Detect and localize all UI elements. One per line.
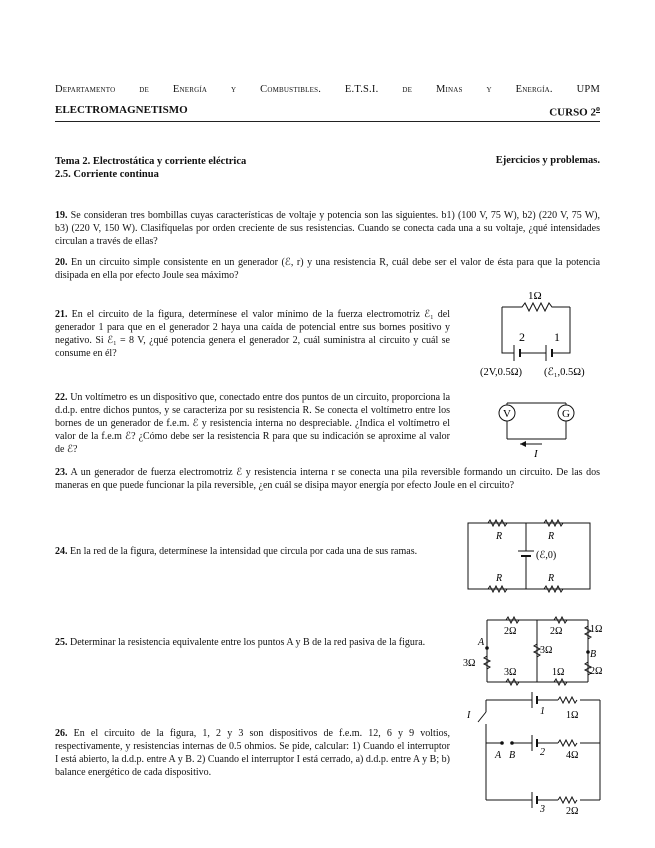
topic-title: Tema 2. Electrostática y corriente eléctrica: [55, 156, 247, 167]
figure-25-circuit: [462, 612, 602, 687]
fig21-gen2-params: (2V,0.5Ω): [480, 367, 523, 378]
course-name: ELECTROMAGNETISMO: [55, 104, 188, 116]
header-word: de: [139, 84, 149, 95]
current-arrow-icon: [520, 441, 526, 447]
problem-25: 25. Determinar la resistencia equivalente entre los puntos A y B de la red pasiva de la figura.: [55, 637, 426, 648]
figure-21-circuit: [470, 285, 600, 380]
fig26-r3: 2Ω: [566, 806, 579, 817]
header-word: E.T.S.I.: [344, 84, 379, 95]
fig22-voltmeter: V: [503, 408, 511, 420]
figure-26-circuit: [462, 690, 607, 820]
fig26-gen2: 2: [540, 747, 545, 758]
header-word: Departamento: [55, 84, 116, 95]
fig21-gen1-params: (ℰ₁,0.5Ω): [544, 367, 585, 378]
problem-21: 21. En el circuito de la figura, determínese el valor mínimo de la fuerza electromotriz ℰ₁ del generador 1 para que en el generador 2 haya una caída de potencial entre sus bornes positivo y negativo. Si ℰ₁ = 8 V, ¿qué potencia genera el generador 2, cuál suministra al circuito y cuál se consume en él?: [55, 309, 451, 359]
fig22-generator: G: [562, 408, 570, 420]
problem-23: 23. A un generador de fuerza electromotriz ℰ y resistencia interna r se conecta una pila reversible formando un circuito. De las dos maneras en que puede funcionar la pila reversible, ¿en cuál se disipa mayor energía por efecto Joule en el circuito?: [55, 467, 600, 491]
header-rule: [55, 121, 600, 122]
fig25-point-b: B: [590, 649, 597, 660]
topic-block: [55, 155, 246, 181]
fig25-r8: 2Ω: [590, 666, 602, 677]
fig24-r-top-right: R: [548, 531, 555, 542]
fig25-r4: 3Ω: [463, 658, 476, 669]
fig25-r7: 1Ω: [552, 667, 565, 678]
problem-24: 24. En la red de la figura, determínese la intensidad que circula por cada una de sus ramas.: [55, 546, 418, 557]
fig26-switch-label: I: [467, 710, 471, 721]
course-year: CURSO 2$^o$: [549, 104, 600, 119]
fig26-gen1: 1: [540, 706, 545, 717]
figure-24-circuit: [460, 515, 600, 595]
node-a-dot: [485, 646, 489, 650]
course-header: [55, 104, 600, 119]
fig24-r-bot-left: R: [496, 573, 503, 584]
topic-subtitle: 2.5. Corriente continua: [55, 169, 159, 180]
fig25-r6: 3Ω: [504, 667, 517, 678]
node-b-dot: [510, 741, 514, 745]
problem-20: 20. En un circuito simple consistente en un generador (ℰ, r) y una resistencia R, cuál debe ser el valor de ésta para que la potencia disipada en ella por efecto Joule sea máximo?: [55, 257, 601, 281]
fig26-point-a: A: [495, 750, 502, 761]
fig25-r3: 1Ω: [590, 624, 602, 635]
problem-26: 26. En el circuito de la figura, 1, 2 y 3 son dispositivos de f.e.m. 12, 6 y 9 voltios, respectivamente, y resistencias internas de 0.5 ohmios. Se pide, calcular: 1) Cuando el interruptor I está abierto, la d.d.p. entre A y B. 2) Cuando el interruptor I está cerrado, a) d.d.p. entre A y B; b) balance energético de cada dispositivo.: [55, 728, 451, 778]
fig25-point-a: A: [478, 637, 485, 648]
problem-22: 22. Un voltímetro es un dispositivo que, conectado entre dos puntos de un circuito, proporciona la d.d.p. entre dichos puntos, y se caracteriza por su resistencia R. Se conecta el voltímetro entre los bornes de un generador de f.e.m. ℰ y resistencia interna no despreciable. ¿Indica el voltímetro el valor de la f.e.m ℰ? ¿Cómo debe ser la resistencia R para que su indicación se aproxime al valor de ℰ?: [55, 392, 451, 455]
figure-22-circuit: [490, 395, 580, 460]
header-word: de: [402, 84, 413, 95]
department-header: [55, 84, 600, 95]
header-word: Combustibles.: [260, 84, 322, 95]
fig26-point-b: B: [509, 750, 516, 761]
fig24-source: (ℰ,0): [536, 550, 557, 561]
header-word: Energía.: [515, 84, 553, 95]
fig26-r1: 1Ω: [566, 710, 579, 721]
fig25-r1: 2Ω: [504, 626, 517, 637]
fig21-gen1-label: 1: [554, 330, 560, 344]
header-word: y: [231, 84, 237, 95]
fig21-gen2-label: 2: [519, 330, 525, 344]
header-word: Energía: [172, 84, 208, 95]
fig24-r-bot-right: R: [548, 573, 555, 584]
header-word: Minas: [435, 84, 463, 95]
fig25-r5: 3Ω: [540, 645, 553, 656]
fig25-r2: 2Ω: [550, 626, 563, 637]
header-word: UPM: [576, 84, 600, 95]
fig24-r-top-left: R: [496, 531, 503, 542]
topic-right-label: Ejercicios y problemas.: [495, 155, 600, 166]
fig26-r2: 4Ω: [566, 750, 579, 761]
problem-19: 19. Se consideran tres bombillas cuyas características de voltaje y potencia son las siguientes. b1) (100 V, 75 W), b2) (220 V, 75 W), b3) (220 V, 150 W). Clasifíquelas por orden creciente de sus resistencias. Cuando se conecta cada una a su voltaje, ¿qué intensidades circulan a través de ellas?: [55, 210, 601, 247]
fig22-current: I: [534, 448, 538, 460]
node-a-dot: [500, 741, 504, 745]
fig26-gen3: 3: [540, 804, 545, 815]
header-word: y: [486, 84, 492, 95]
fig21-resistor-label: 1Ω: [528, 290, 542, 302]
